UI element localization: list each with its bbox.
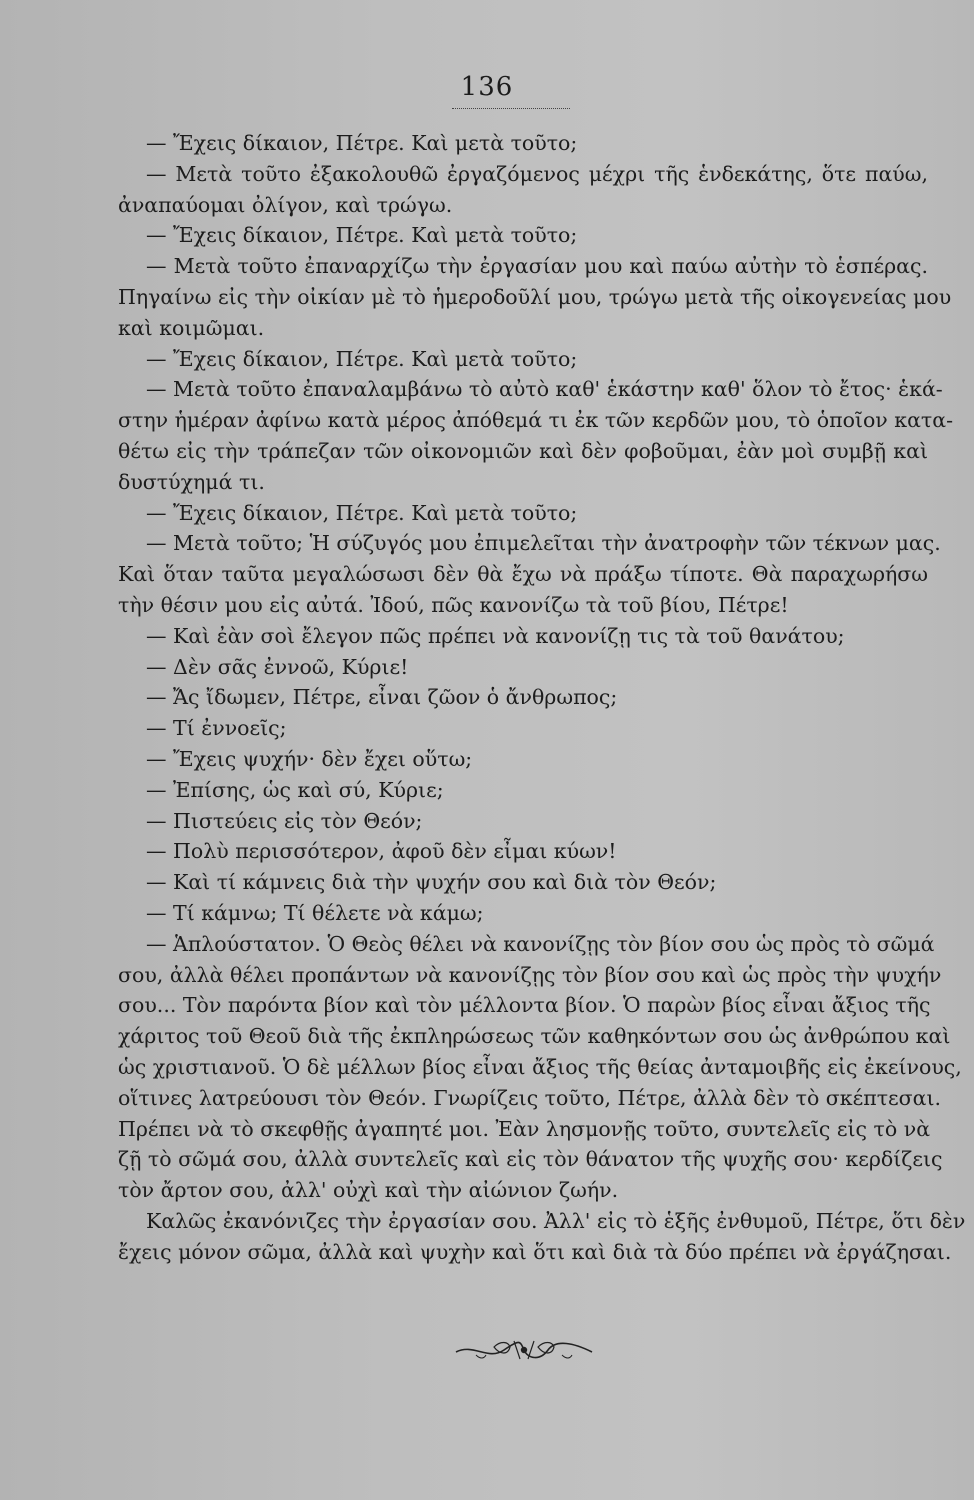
text-line: δυστύχημά τι. [118,469,265,494]
text-line: σου, ἀλλὰ θέλει προπάντων νὰ κανονίζῃς τὸν βίον σου καὶ ὡς πρὸς τὴν ψυχήν [118,962,942,987]
text-line: ἀναπαύομαι ὀλίγον, καὶ τρώγω. [118,192,453,217]
text-line: ὡς χριστιανοῦ. Ὁ δὲ μέλλων βίος εἶναι ἄξιος τῆς θείας ἀνταμοιβῆς εἰς ἐκείνους, [118,1054,962,1079]
text-line: — Τί ἐννοεῖς; [146,716,287,741]
text-line: σου... Τὸν παρόντα βίον καὶ τὸν μέλλοντα βίον. Ὁ παρὼν βίος εἶναι ἄξιος τῆς [118,993,931,1018]
text-line: καὶ κοιμῶμαι. [118,315,265,340]
text-line: — Καὶ ἐὰν σοὶ ἔλεγον πῶς πρέπει νὰ κανονίζῃ τις τὰ τοῦ θανάτου; [146,623,845,648]
text-line: — Ἁπλούστατον. Ὁ Θεὸς θέλει νὰ κανονίζῃς τὸν βίον σου ὡς πρὸς τὸ σῶμά [146,931,935,956]
text-line: — Πολὺ περισσότερον, ἀφοῦ δὲν εἶμαι κύων! [146,839,617,864]
text-line: — Ἔχεις δίκαιον, Πέτρε. Καὶ μετὰ τοῦτο; [146,346,578,371]
text-line: — Ἔχεις δίκαιον, Πέτρε. Καὶ μετὰ τοῦτο; [146,223,578,248]
text-line: — Καὶ τί κάμνεις διὰ τὴν ψυχήν σου καὶ διὰ τὸν Θεόν; [146,870,717,895]
text-line: — Ἔχεις δίκαιον, Πέτρε. Καὶ μετὰ τοῦτο; [146,500,578,525]
text-line: οἵτινες λατρεύουσι τὸν Θεόν. Γνωρίζεις τοῦτο, Πέτρε, ἀλλὰ δὲν τὸ σκέπτεσαι. [118,1085,942,1110]
text-line: — Τί κάμνω; Τί θέλετε νὰ κάμω; [146,900,484,925]
text-line: ἔχεις μόνον σῶμα, ἀλλὰ καὶ ψυχὴν καὶ ὅτι καὶ διὰ τὰ δύο πρέπει νὰ ἐργάζησαι. [118,1239,952,1264]
text-line: Καὶ ὅταν ταῦτα μεγαλώσωσι δὲν θὰ ἔχω νὰ πράξω τίποτε. Θὰ παραχωρήσω [118,562,928,587]
text-line: Καλῶς ἐκανόνιζες τὴν ἐργασίαν σου. Ἀλλ' εἰς τὸ ἑξῆς ἐνθυμοῦ, Πέτρε, ὅτι δὲν [146,1208,966,1233]
header-rule [452,108,570,109]
text-line: ζῇ τὸ σῶμά σου, ἀλλὰ συντελεῖς καὶ εἰς τὸν θάνατον τῆς ψυχῆς σου· κερδίζεις [118,1147,943,1172]
text-line: — Ἄς ἴδωμεν, Πέτρε, εἶναι ζῶον ὁ ἄνθρωπος; [146,685,618,710]
text-line: στην ἡμέραν ἀφίνω κατὰ μέρος ἀπόθεμά τι ἐκ τῶν κερδῶν μου, τὸ ὁποῖον κατα- [118,408,954,433]
text-line: τὴν θέσιν μου εἰς αὐτά. Ἰδού, πῶς κανονίζω τὰ τοῦ βίου, Πέτρε! [118,592,789,617]
text-line: — Μετὰ τοῦτο; Ἡ σύζυγός μου ἐπιμελεῖται τὴν ἀνατροφὴν τῶν τέκνων μας. [146,531,941,556]
text-line: τὸν ἄρτον σου, ἀλλ' οὐχὶ καὶ τὴν αἰώνιον ζωήν. [118,1178,619,1203]
text-line: — Μετὰ τοῦτο ἐπαναλαμβάνω τὸ αὐτὸ καθ' ἑκάστην καθ' ὅλον τὸ ἔτος· ἑκά- [146,377,943,402]
text-line: — Ἔχεις δίκαιον, Πέτρε. Καὶ μετὰ τοῦτο; [146,131,578,155]
text-line: — Μετὰ τοῦτο ἐξακολουθῶ ἐργαζόμενος μέχρι τῆς ἑνδεκάτης, ὅτε παύω, [146,161,928,186]
text-line: χάριτος τοῦ Θεοῦ διὰ τῆς ἐκπληρώσεως τῶν καθηκόντων σου ὡς ἀνθρώπου καὶ [118,1024,951,1049]
page-number: 136 [460,72,514,102]
text-line: — Δὲν σᾶς ἐννοῶ, Κύριε! [146,654,409,679]
text-line: — Μετὰ τοῦτο ἐπαναρχίζω τὴν ἐργασίαν μου καὶ παύω αὐτὴν τὸ ἑσπέρας. [146,254,928,279]
decorative-flourish-icon [454,1335,594,1365]
text-line: — Ἔχεις ψυχήν· δὲν ἔχει οὕτω; [146,746,473,771]
text-line: θέτω εἰς τὴν τράπεζαν τῶν οἰκονομιῶν καὶ δὲν φοβοῦμαι, ἐὰν μοὶ συμβῇ καὶ [118,438,928,463]
text-line: — Ἐπίσης, ὡς καὶ σύ, Κύριε; [146,777,444,802]
text-line: Πηγαίνω εἰς τὴν οἰκίαν μὲ τὸ ἡμεροδοῦλί μου, τρώγω μετὰ τῆς οἰκογενείας μου [118,284,952,309]
text-line: Πρέπει νὰ τὸ σκεφθῇς ἀγαπητέ μοι. Ἐὰν λησμονῇς τοῦτο, συντελεῖς εἰς τὸ νὰ [118,1116,931,1141]
text-line: — Πιστεύεις εἰς τὸν Θεόν; [146,808,423,833]
body-text [118,128,966,1267]
